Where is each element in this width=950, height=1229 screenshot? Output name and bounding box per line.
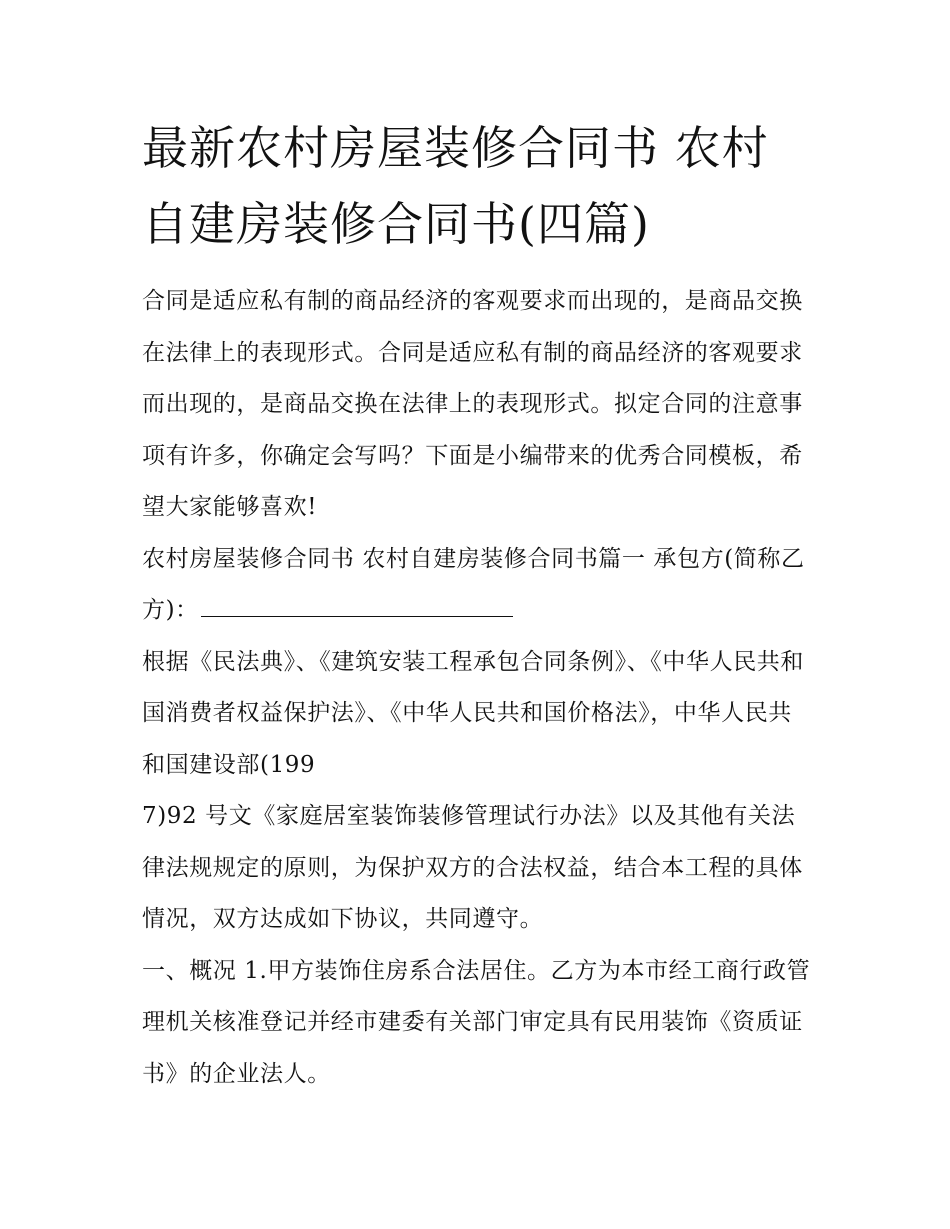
legal-basis-paragraph: 根据《民法典》、《建筑安装工程承包合同条例》、《中华人民共和国消费者权益保护法》、《中华人民共和国价格法》，中华人民共和国建设部(199 [142,648,804,778]
fill-in-blank [201,594,513,617]
title-line-1: 最新农村房屋装修合同书 农村 [142,121,769,175]
document-content [142,110,814,1100]
document-body [142,276,814,1100]
agreement-paragraph: 7)92 号文《家庭居室装饰装修管理试行办法》以及其他有关法律法规规定的原则，为保护双方的合法权益，结合本工程的具体情况，双方达成如下协议，共同遵守。 [142,803,803,932]
section-heading-paragraph [142,534,814,637]
title-line-2: 自建房装修合同书(四篇) [142,197,650,251]
document-title [142,110,814,262]
contractor-label: 农村房屋装修合同书 农村自建房装修合同书篇一 承包方(简称乙方)： [142,545,805,623]
overview-paragraph: 一、概况 1.甲方装饰住房系合法居住。乙方为本市经工商行政管理机关核准登记并经市建委有关部门审定具有民用装饰《资质证书》的企业法人。 [142,957,811,1087]
intro-paragraph: 合同是适应私有制的商品经济的客观要求而出现的，是商品交换在法律上的表现形式。合同是适应私有制的商品经济的客观要求而出现的，是商品交换在法律上的表现形式。拟定合同的注意事项有许多，你确定会写吗？下面是小编带来的优秀合同模板，希望大家能够喜欢! [142,288,803,520]
